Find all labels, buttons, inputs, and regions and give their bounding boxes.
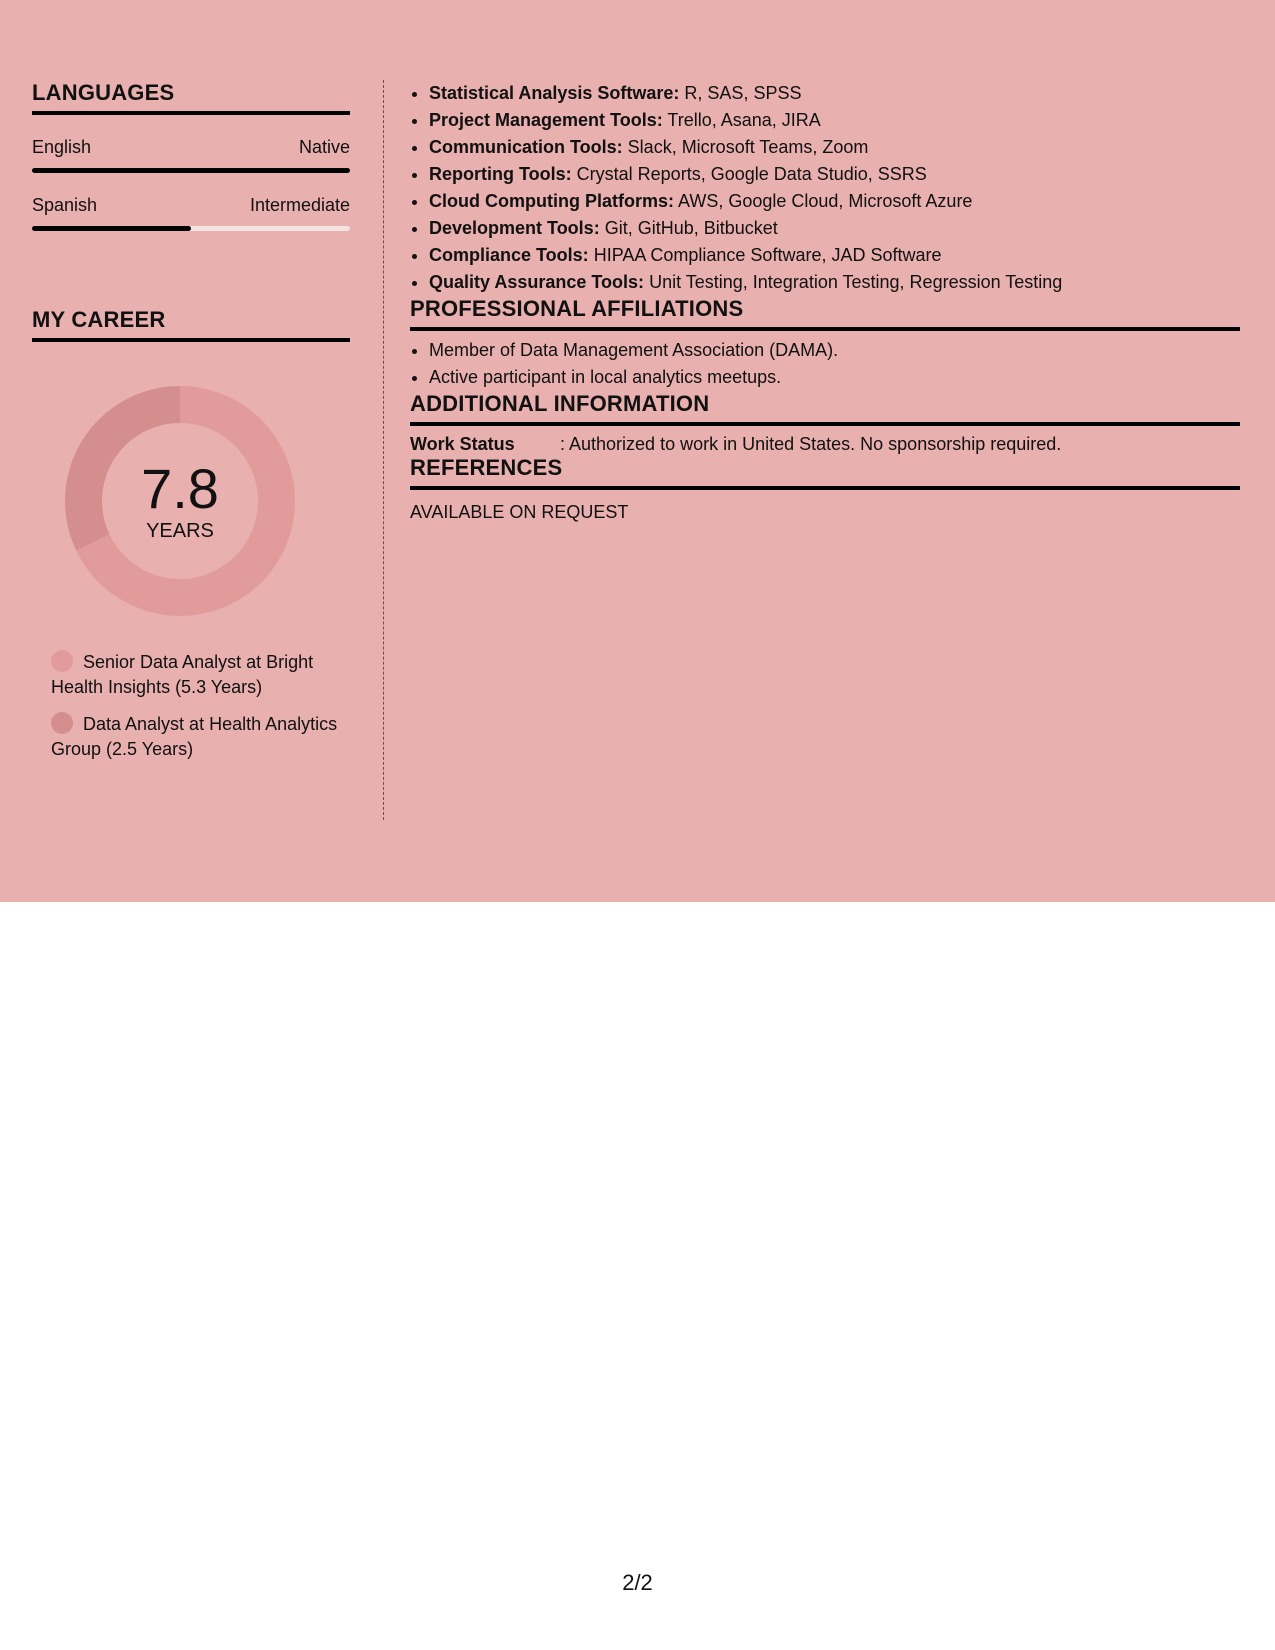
references-text: AVAILABLE ON REQUEST [410, 502, 629, 522]
language-item-english [32, 137, 350, 173]
page-number: 2/2 [622, 1570, 653, 1595]
career-legend-item [51, 712, 350, 762]
legend-label: Data Analyst at Health Analytics Group (2.5 Years) [51, 714, 338, 759]
language-proficiency-bar [32, 168, 350, 173]
list-item [429, 134, 1240, 161]
work-status-row [410, 434, 1240, 455]
references-heading: REFERENCES [410, 455, 1240, 490]
tool-values: Git, GitHub, Bitbucket [599, 218, 778, 238]
list-item [429, 161, 1240, 188]
list-item: • Member of Data Management Association (DAMA). [429, 337, 1240, 364]
column-divider [383, 80, 384, 820]
language-proficiency-fill [32, 226, 191, 231]
list-item [429, 107, 1240, 134]
career-total-unit: YEARS [146, 519, 214, 542]
legend-dot [51, 650, 73, 672]
legend-label: Senior Data Analyst at Bright Health Insights (5.3 Years) [51, 652, 314, 697]
work-status-value: : Authorized to work in United States. No sponsorship required. [560, 434, 1062, 454]
affiliations-list [410, 337, 1240, 391]
career-legend [32, 650, 350, 762]
career-legend-item [51, 650, 350, 700]
tool-values: R, SAS, SPSS [679, 83, 802, 103]
tool-category: Reporting Tools: [429, 164, 572, 184]
list-item: • Active participant in local analytics meetups. [429, 364, 1240, 391]
language-level: Intermediate [249, 195, 350, 215]
list-item [429, 215, 1240, 242]
additional-info-heading: ADDITIONAL INFORMATION [410, 391, 1240, 426]
legend-dot [51, 712, 73, 734]
tool-values: Unit Testing, Integration Testing, Regression Testing [644, 272, 1063, 292]
tool-category: Cloud Computing Platforms: [429, 191, 674, 211]
tool-values: AWS, Google Cloud, Microsoft Azure [673, 191, 973, 211]
tool-category: Statistical Analysis Software: [429, 83, 680, 103]
tool-category: Project Management Tools: [429, 110, 663, 130]
right-column [410, 80, 1240, 523]
tool-values: Crystal Reports, Google Data Studio, SSRS [571, 164, 927, 184]
languages-heading: LANGUAGES [32, 80, 350, 115]
tools-list [410, 80, 1240, 296]
left-column [32, 80, 350, 774]
list-item [429, 269, 1240, 296]
list-item [429, 242, 1240, 269]
list-item [429, 188, 1240, 215]
career-total-years: 7.8 [141, 456, 219, 520]
tool-values: Slack, Microsoft Teams, Zoom [622, 137, 869, 157]
work-status-label: Work Status [410, 434, 515, 454]
tool-values: Trello, Asana, JIRA [662, 110, 821, 130]
language-item-spanish [32, 195, 350, 231]
tool-category: Communication Tools: [429, 137, 623, 157]
language-proficiency-fill [32, 168, 350, 173]
language-name: Spanish [32, 195, 98, 215]
career-donut-chart [65, 386, 295, 616]
language-level: Native [298, 137, 350, 157]
tool-values: HIPAA Compliance Software, JAD Software [588, 245, 942, 265]
tool-category: Development Tools: [429, 218, 600, 238]
affiliations-heading: PROFESSIONAL AFFILIATIONS [410, 296, 1240, 331]
list-item [429, 80, 1240, 107]
tool-category: Quality Assurance Tools: [429, 272, 645, 292]
career-heading: MY CAREER [32, 307, 350, 342]
tool-category: Compliance Tools: [429, 245, 589, 265]
language-name: English [32, 137, 92, 157]
language-proficiency-bar [32, 226, 350, 231]
career-donut-center [65, 386, 295, 616]
